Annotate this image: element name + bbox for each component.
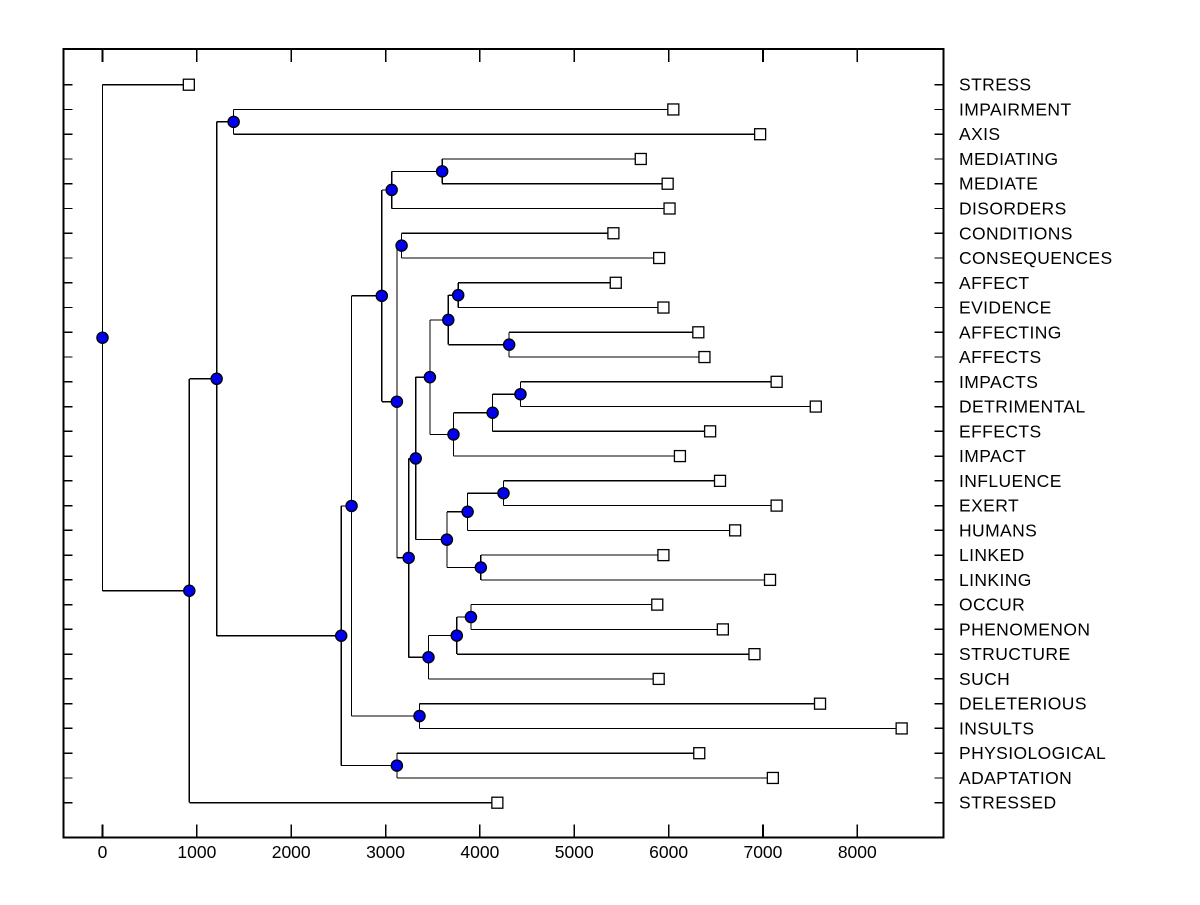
leaf-marker xyxy=(815,698,826,709)
cluster-node-marker xyxy=(441,534,452,545)
cluster-node-marker xyxy=(410,453,421,464)
leaf-label-affects: AFFECTS xyxy=(959,347,1042,368)
cluster-node-marker xyxy=(443,314,454,325)
cluster-node-marker xyxy=(465,611,476,622)
leaf-label-structure: STRUCTURE xyxy=(959,644,1071,665)
cluster-node-marker xyxy=(403,552,414,563)
cluster-node-marker xyxy=(228,116,239,127)
cluster-node-marker xyxy=(437,166,448,177)
cluster-node-marker xyxy=(391,396,402,407)
leaf-label-consequences: CONSEQUENCES xyxy=(959,248,1113,269)
leaf-label-evidence: EVIDENCE xyxy=(959,297,1052,318)
cluster-node-marker xyxy=(487,407,498,418)
cluster-node-marker xyxy=(448,429,459,440)
leaf-label-humans: HUMANS xyxy=(959,520,1038,541)
cluster-node-marker xyxy=(504,339,515,350)
leaf-label-mediate: MEDIATE xyxy=(959,173,1039,194)
plot-border xyxy=(64,49,944,838)
leaf-label-conditions: CONDITIONS xyxy=(959,223,1073,244)
leaf-label-stressed: STRESSED xyxy=(959,792,1057,813)
leaf-marker xyxy=(492,797,503,808)
leaf-label-physiological: PHYSIOLOGICAL xyxy=(959,743,1107,764)
leaf-label-such: SUCH xyxy=(959,668,1011,689)
leaf-label-occur: OCCUR xyxy=(959,594,1026,615)
leaf-marker xyxy=(694,748,705,759)
leaf-marker xyxy=(755,129,766,140)
x-tick-label: 1000 xyxy=(177,842,217,862)
leaf-marker xyxy=(654,253,665,264)
leaf-marker xyxy=(674,451,685,462)
leaf-label-affecting: AFFECTING xyxy=(959,322,1062,343)
leaf-marker xyxy=(658,550,669,561)
cluster-node-marker xyxy=(414,710,425,721)
leaf-marker xyxy=(183,79,194,90)
leaf-marker xyxy=(810,401,821,412)
cluster-node-marker xyxy=(391,760,402,771)
leaf-marker xyxy=(715,475,726,486)
leaf-marker xyxy=(896,723,907,734)
leaf-label-linked: LINKED xyxy=(959,545,1025,566)
cluster-node-marker xyxy=(184,585,195,596)
leaf-marker xyxy=(608,228,619,239)
leaf-marker xyxy=(664,203,675,214)
leaf-marker xyxy=(635,153,646,164)
leaf-label-detrimental: DETRIMENTAL xyxy=(959,396,1086,417)
cluster-node-marker xyxy=(97,332,108,343)
leaf-label-mediating: MEDIATING xyxy=(959,148,1059,169)
leaf-marker xyxy=(653,673,664,684)
leaf-marker xyxy=(705,426,716,437)
leaf-marker xyxy=(771,500,782,511)
cluster-node-marker xyxy=(451,630,462,641)
leaf-marker xyxy=(668,104,679,115)
leaf-marker xyxy=(765,574,776,585)
x-tick-label: 6000 xyxy=(649,842,689,862)
x-tick-label: 7000 xyxy=(743,842,783,862)
cluster-node-marker xyxy=(424,372,435,383)
leaf-label-impacts: IMPACTS xyxy=(959,371,1039,392)
leaf-label-impairment: IMPAIRMENT xyxy=(959,99,1072,120)
cluster-node-marker xyxy=(462,506,473,517)
leaf-marker xyxy=(652,599,663,610)
cluster-node-marker xyxy=(515,389,526,400)
x-tick-label: 5000 xyxy=(554,842,594,862)
leaf-marker xyxy=(693,327,704,338)
x-tick-label: 3000 xyxy=(366,842,406,862)
leaf-label-insults: INSULTS xyxy=(959,718,1035,739)
leaf-marker xyxy=(749,649,760,660)
leaf-marker xyxy=(658,302,669,313)
leaf-label-exert: EXERT xyxy=(959,495,1020,516)
cluster-node-marker xyxy=(396,240,407,251)
leaf-label-stress: STRESS xyxy=(959,74,1032,95)
cluster-node-marker xyxy=(386,184,397,195)
leaf-label-disorders: DISORDERS xyxy=(959,198,1067,219)
leaf-marker xyxy=(717,624,728,635)
leaf-marker xyxy=(610,277,621,288)
x-tick-label: 8000 xyxy=(837,842,877,862)
cluster-node-marker xyxy=(475,562,486,573)
cluster-node-marker xyxy=(376,290,387,301)
leaf-label-affect: AFFECT xyxy=(959,272,1030,293)
leaf-marker xyxy=(767,772,778,783)
x-tick-label: 4000 xyxy=(460,842,500,862)
cluster-node-marker xyxy=(346,500,357,511)
leaf-marker xyxy=(730,525,741,536)
cluster-node-marker xyxy=(453,290,464,301)
cluster-node-marker xyxy=(211,373,222,384)
cluster-node-marker xyxy=(336,630,347,641)
leaf-label-impact: IMPACT xyxy=(959,446,1027,467)
leaf-marker xyxy=(662,178,673,189)
cluster-node-marker xyxy=(423,652,434,663)
cluster-node-marker xyxy=(498,488,509,499)
x-tick-label: 2000 xyxy=(271,842,311,862)
leaf-label-effects: EFFECTS xyxy=(959,421,1042,442)
leaf-label-axis: AXIS xyxy=(959,124,1001,145)
leaf-label-adaptation: ADAPTATION xyxy=(959,767,1073,788)
leaf-label-phenomenon: PHENOMENON xyxy=(959,619,1091,640)
leaf-marker xyxy=(771,376,782,387)
x-tick-label: 0 xyxy=(97,842,108,862)
leaf-label-linking: LINKING xyxy=(959,569,1032,590)
leaf-label-influence: INFLUENCE xyxy=(959,470,1062,491)
leaf-label-deleterious: DELETERIOUS xyxy=(959,693,1087,714)
leaf-marker xyxy=(699,352,710,363)
